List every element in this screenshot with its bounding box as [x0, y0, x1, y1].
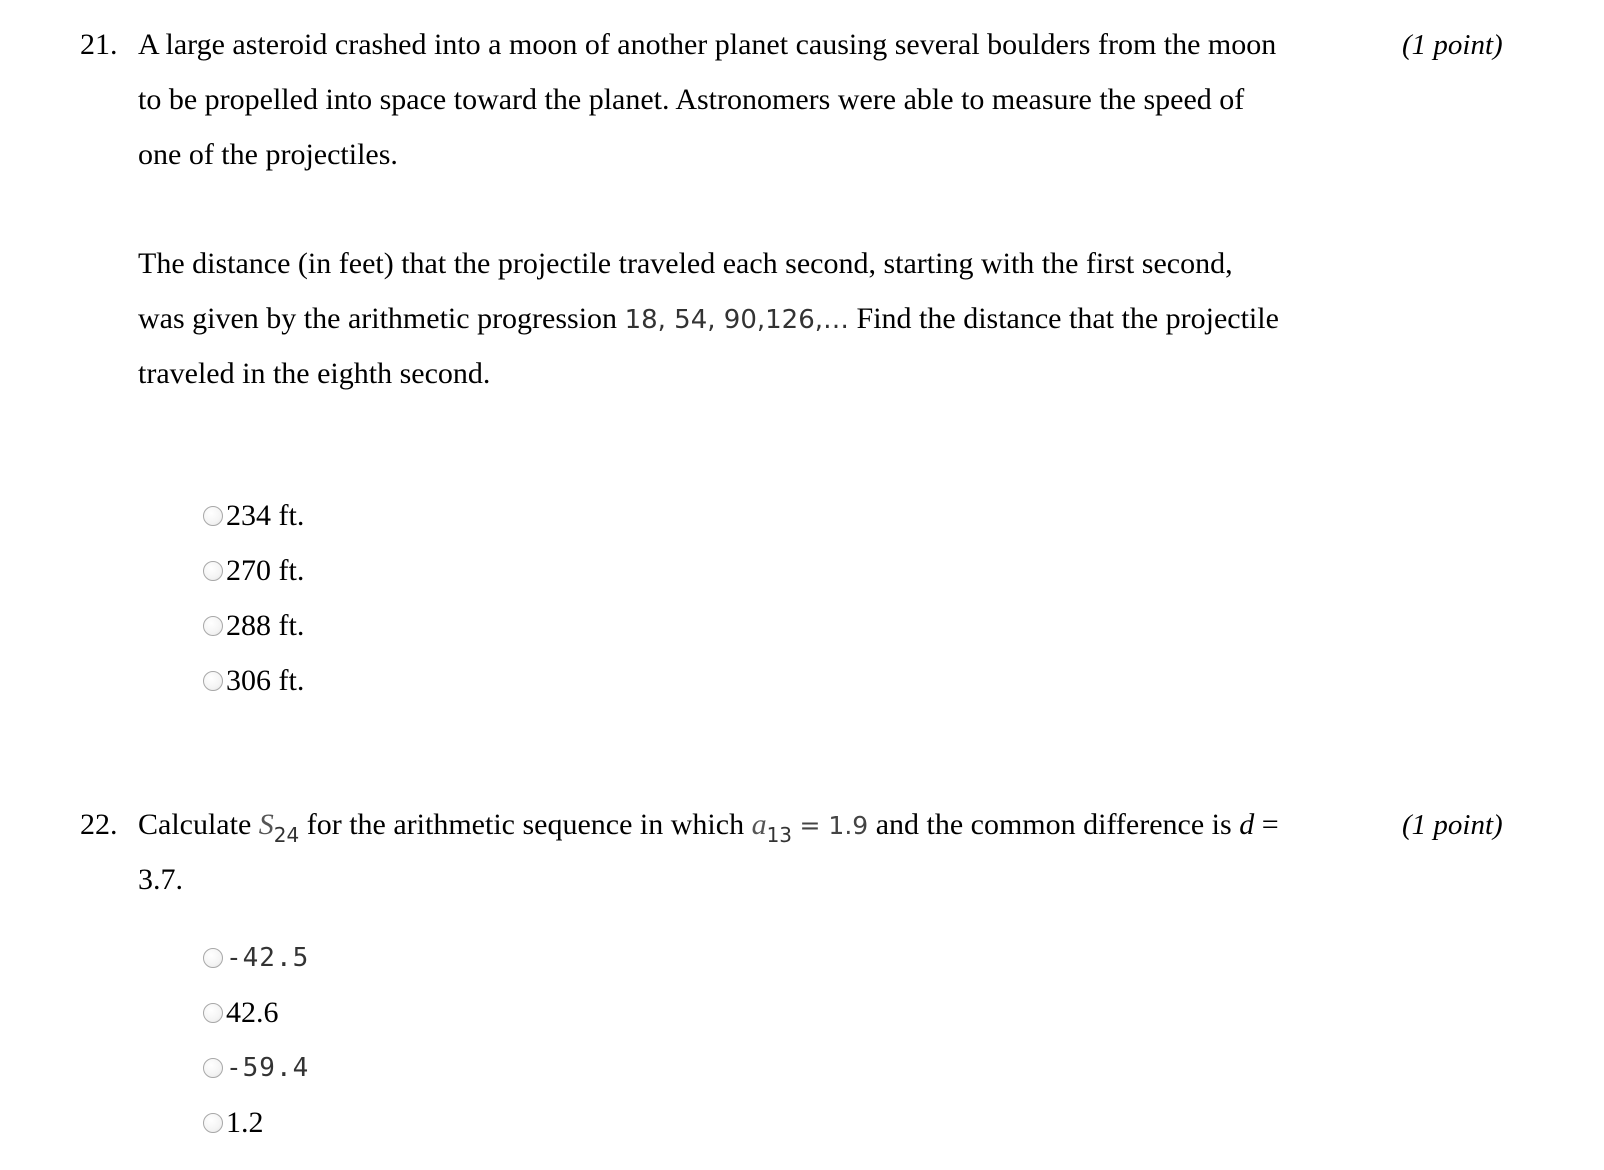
answer-label: -59.4: [226, 1053, 310, 1083]
equals-sign: =: [1261, 808, 1279, 841]
math-subscript: 13: [766, 823, 793, 847]
answer-label: 1.2: [226, 1106, 264, 1139]
math-variable-d: d: [1239, 808, 1255, 841]
text-segment: Find the distance that the projectile: [856, 302, 1279, 335]
radio-button[interactable]: [203, 671, 223, 691]
radio-button[interactable]: [203, 1003, 223, 1023]
question-text-line: A large asteroid crashed into a moon of another planet causing several boulders from the moon: [138, 28, 1277, 61]
radio-button[interactable]: [203, 506, 223, 526]
answer-option[interactable]: [203, 995, 279, 1031]
answer-option[interactable]: [203, 1105, 264, 1141]
question-text-line: [138, 806, 1279, 846]
question-text-line: traveled in the eighth second.: [138, 357, 491, 390]
question-text-line: The distance (in feet) that the projectile traveled each second, starting with the first second,: [138, 247, 1233, 280]
text-segment: was given by the arithmetic progression: [138, 302, 618, 335]
answer-option[interactable]: [203, 608, 304, 644]
radio-button[interactable]: [203, 1058, 223, 1078]
answer-label: 270 ft.: [226, 554, 305, 587]
radio-button[interactable]: [203, 616, 223, 636]
math-variable-S: S: [258, 808, 274, 841]
math-sequence: 18, 54, 90,126,…: [624, 305, 850, 335]
radio-button[interactable]: [203, 1113, 223, 1133]
text-segment: and the common difference is: [875, 808, 1232, 841]
radio-button[interactable]: [203, 561, 223, 581]
answer-option[interactable]: [203, 1050, 309, 1086]
question-number: 22.: [80, 808, 118, 841]
math-equation: = 1.9: [799, 811, 869, 840]
answer-label: 234 ft.: [226, 499, 305, 532]
answer-option[interactable]: [203, 940, 309, 976]
answer-option[interactable]: [203, 553, 304, 589]
answer-label: 306 ft.: [226, 664, 305, 697]
text-segment: for the arithmetic sequence in which: [306, 808, 745, 841]
question-number: 21.: [80, 28, 118, 61]
points-label: (1 point): [1402, 29, 1503, 61]
question-text-line: to be propelled into space toward the planet. Astronomers were able to measure the speed of: [138, 83, 1245, 116]
answer-option[interactable]: [203, 498, 304, 534]
answer-label: -42.5: [226, 943, 310, 973]
radio-button[interactable]: [203, 948, 223, 968]
math-variable-a: a: [751, 808, 767, 841]
answer-label: 42.6: [226, 996, 279, 1029]
question-text-line: one of the projectiles.: [138, 138, 398, 171]
points-label: (1 point): [1402, 809, 1503, 841]
question-text-line: 3.7.: [138, 863, 183, 896]
math-subscript: 24: [273, 823, 300, 847]
answer-label: 288 ft.: [226, 609, 305, 642]
answer-option[interactable]: [203, 663, 304, 699]
text-segment: Calculate: [138, 808, 252, 841]
question-text-line: [138, 300, 1279, 339]
